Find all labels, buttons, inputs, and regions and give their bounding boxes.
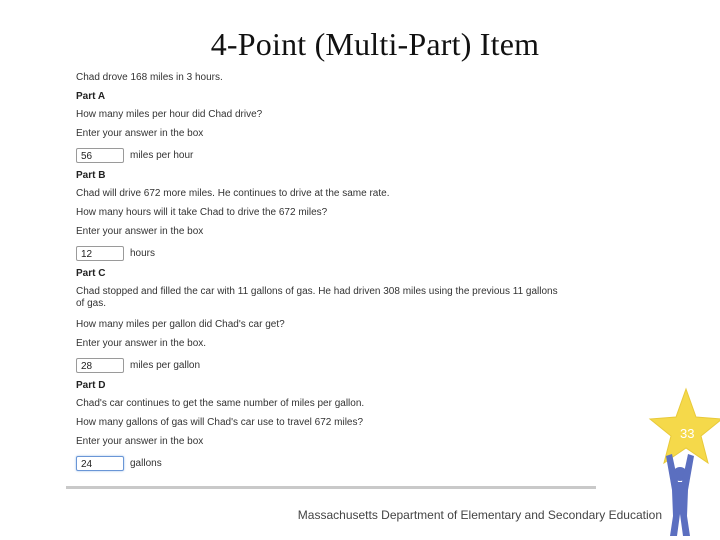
footer-text: Massachusetts Department of Elementary and Secondary Education	[297, 508, 662, 522]
part-a-question: How many miles per hour did Chad drive?	[76, 109, 263, 120]
part-d-instruction: Enter your answer in the box	[76, 436, 204, 447]
item-intro: Chad drove 168 miles in 3 hours.	[76, 72, 223, 83]
part-a-unit: miles per hour	[130, 150, 194, 161]
part-a-label: Part A	[76, 91, 106, 102]
part-b-unit: hours	[130, 248, 156, 259]
part-a-instruction: Enter your answer in the box	[76, 128, 204, 139]
part-d-unit: gallons	[130, 458, 162, 469]
part-d-label: Part D	[76, 380, 106, 391]
part-d-context: Chad's car continues to get the same number of miles per gallon.	[76, 398, 365, 409]
part-c-context: Chad stopped and filled the car with 11 gallons of gas. He had driven 308 miles using the previous 11 gallons of gas.	[76, 286, 558, 309]
part-b-context: Chad will drive 672 more miles. He continues to drive at the same rate.	[76, 188, 390, 199]
part-b-label: Part B	[76, 170, 106, 181]
part-b-answer-field[interactable]: 12	[76, 246, 124, 261]
part-a-answer-field[interactable]: 56	[76, 148, 124, 163]
page-number: 33	[680, 426, 695, 441]
part-b-question: How many hours will it take Chad to drive the 672 miles?	[76, 207, 328, 218]
part-c-question: How many miles per gallon did Chad's car get?	[76, 319, 285, 330]
part-d-question: How many gallons of gas will Chad's car use to travel 672 miles?	[76, 417, 364, 428]
part-c-label: Part C	[76, 268, 106, 279]
person-figure-icon	[666, 454, 694, 536]
item-screenshot	[66, 66, 596, 489]
part-c-instruction: Enter your answer in the box.	[76, 338, 207, 349]
part-b-instruction: Enter your answer in the box	[76, 226, 204, 237]
slide-title: 4-Point (Multi-Part) Item	[210, 26, 540, 62]
part-d-answer-field[interactable]: 24	[76, 456, 124, 471]
part-c-answer-field[interactable]: 28	[76, 358, 124, 373]
part-c-unit: miles per gallon	[130, 360, 201, 371]
